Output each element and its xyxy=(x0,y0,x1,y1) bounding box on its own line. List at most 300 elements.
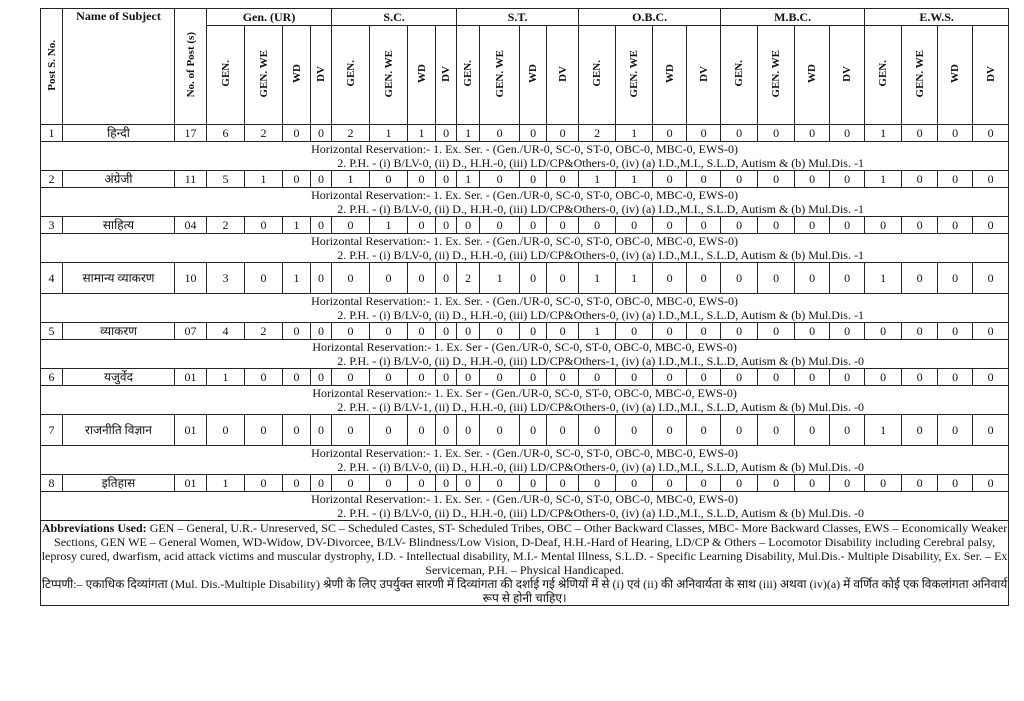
row-value: 0 xyxy=(653,475,687,492)
row-sno: 5 xyxy=(41,323,63,340)
row-value: 1 xyxy=(283,263,311,294)
row-value: 0 xyxy=(795,369,830,386)
row-value: 1 xyxy=(480,263,520,294)
hr-line-1: Horizontal Reservation:- 1. Ex. Ser - (Gen./UR-0, SC-0, ST-0, OBC-0, MBC-0, EWS-0) xyxy=(312,386,737,400)
row-value: 0 xyxy=(283,323,311,340)
header-sub-text: GEN. WE xyxy=(913,49,926,98)
row-value: 1 xyxy=(207,369,245,386)
header-sub-cell xyxy=(579,26,616,125)
row-value: 0 xyxy=(520,475,547,492)
hr-line-2: 2. P.H. - (i) B/LV-0, (ii) D., H.H.-0, (iii) LD/CP&Others-0, (iv) (a) I.D.,M.I., S.L.D, Autism & (b) Mul.Dis. -0 xyxy=(337,506,864,520)
reservation-sheet xyxy=(40,8,1006,606)
row-value: 0 xyxy=(436,125,457,142)
row-value: 0 xyxy=(938,217,973,234)
horizontal-reservation-row xyxy=(41,386,1009,415)
row-value: 0 xyxy=(311,171,332,188)
row-value: 0 xyxy=(370,475,408,492)
row-value: 0 xyxy=(332,323,370,340)
row-value: 2 xyxy=(579,125,616,142)
row-value: 0 xyxy=(408,217,436,234)
row-value: 0 xyxy=(830,263,865,294)
horizontal-reservation xyxy=(41,142,1009,171)
row-value: 1 xyxy=(207,475,245,492)
row-value: 0 xyxy=(687,217,721,234)
row-value: 0 xyxy=(973,263,1009,294)
hr-line-1: Horizontal Reservation:- 1. Ex. Ser. - (Gen./UR-0, SC-0, ST-0, OBC-0, MBC-0, EWS-0) xyxy=(311,234,738,248)
row-value: 0 xyxy=(480,171,520,188)
header-sub-text: WD xyxy=(415,64,428,83)
row-value: 4 xyxy=(207,323,245,340)
row-value: 1 xyxy=(457,125,480,142)
row-value: 1 xyxy=(616,125,653,142)
row-value: 0 xyxy=(520,217,547,234)
hr-line-1: Horizontal Reservation:- 1. Ex. Ser. - (Gen./UR-0, SC-0, ST-0, OBC-0, MBC-0, EWS-0) xyxy=(311,142,738,156)
header-sub-cell xyxy=(520,26,547,125)
hr-line-1: Horizontal Reservation:- 1. Ex. Ser. - (Gen./UR-0, SC-0, ST-0, OBC-0, MBC-0, EWS-0) xyxy=(311,294,738,308)
row-value: 2 xyxy=(245,323,283,340)
row-value: 0 xyxy=(758,217,795,234)
row-value: 0 xyxy=(520,125,547,142)
row-value: 0 xyxy=(758,171,795,188)
table-row xyxy=(41,323,1009,340)
row-value: 1 xyxy=(865,171,902,188)
row-value: 0 xyxy=(480,369,520,386)
header-sub-text: DV xyxy=(697,65,710,82)
row-value: 5 xyxy=(207,171,245,188)
row-value: 0 xyxy=(480,475,520,492)
row-value: 0 xyxy=(830,415,865,446)
row-value: 0 xyxy=(687,171,721,188)
row-value: 1 xyxy=(579,323,616,340)
row-value: 0 xyxy=(687,475,721,492)
row-value: 0 xyxy=(973,369,1009,386)
row-subject: अंग्रेजी xyxy=(63,171,175,188)
row-value: 1 xyxy=(370,217,408,234)
header-sub-text: DV xyxy=(556,65,569,82)
row-value: 0 xyxy=(653,217,687,234)
row-subject: व्याकरण xyxy=(63,323,175,340)
row-value: 0 xyxy=(721,323,758,340)
hr-line-1: Horizontal Reservation:- 1. Ex. Ser. - (Gen./UR-0, SC-0, ST-0, OBC-0, MBC-0, EWS-0) xyxy=(311,446,738,460)
row-value: 0 xyxy=(283,369,311,386)
header-sub-text: DV xyxy=(315,65,328,82)
row-value: 1 xyxy=(865,263,902,294)
hr-line-1: Horizontal Reservation:- 1. Ex. Ser. - (Gen./UR-0, SC-0, ST-0, OBC-0, MBC-0, EWS-0) xyxy=(311,492,738,506)
row-value: 0 xyxy=(795,217,830,234)
header-sub-cell xyxy=(436,26,457,125)
hr-line-2: 2. P.H. - (i) B/LV-0, (ii) D., H.H.-0, (iii) LD/CP&Others-0, (iv) (a) I.D.,M.I., S.L.D, Autism & (b) Mul.Dis. -1 xyxy=(337,202,864,216)
row-value: 1 xyxy=(457,171,480,188)
row-value: 0 xyxy=(579,369,616,386)
row-value: 0 xyxy=(758,125,795,142)
horizontal-reservation xyxy=(41,234,1009,263)
header-sub-cell xyxy=(902,26,938,125)
header-sub-cell xyxy=(721,26,758,125)
header-sub-cell xyxy=(687,26,721,125)
header-sub-text: GEN. WE xyxy=(382,49,395,98)
row-value: 0 xyxy=(865,217,902,234)
row-value: 0 xyxy=(245,475,283,492)
row-value: 0 xyxy=(616,415,653,446)
header-sno-text: Post S. No. xyxy=(45,39,58,91)
row-value: 2 xyxy=(332,125,370,142)
row-posts: 01 xyxy=(175,475,207,492)
row-value: 0 xyxy=(795,323,830,340)
row-value: 0 xyxy=(795,475,830,492)
row-value: 1 xyxy=(408,125,436,142)
row-value: 0 xyxy=(332,475,370,492)
header-sub-text: DV xyxy=(984,65,997,82)
header-sub-text: GEN. xyxy=(219,60,232,87)
header-sub-text: WD xyxy=(290,64,303,83)
header-sub-cell xyxy=(830,26,865,125)
row-value: 3 xyxy=(207,263,245,294)
row-value: 0 xyxy=(436,475,457,492)
row-value: 0 xyxy=(830,125,865,142)
row-value: 0 xyxy=(457,475,480,492)
row-value: 6 xyxy=(207,125,245,142)
table-row xyxy=(41,217,1009,234)
row-value: 0 xyxy=(245,415,283,446)
header-sub-text: GEN. xyxy=(591,60,604,87)
row-value: 0 xyxy=(973,415,1009,446)
row-posts: 10 xyxy=(175,263,207,294)
row-value: 0 xyxy=(311,415,332,446)
horizontal-reservation-row xyxy=(41,492,1009,521)
header-sub-text: GEN. xyxy=(733,60,746,87)
hr-line-2: 2. P.H. - (i) B/LV-0, (ii) D., H.H.-0, (iii) LD/CP&Others-1, (iv) (a) I.D.,M.I., S.L.D, Autism & (b) Mul.Dis. -0 xyxy=(337,354,864,368)
row-value: 0 xyxy=(687,415,721,446)
row-value: 0 xyxy=(520,369,547,386)
row-value: 0 xyxy=(245,263,283,294)
note-text: टिप्पणी:– एकाधिक दिव्यांगता (Mul. Dis.-Multiple Disability) श्रेणी के लिए उपर्युक्त सारणी में दिव्यांगता की दर्शाई गई श्रेणियों में से (i) एवं (ii) की अनिवार्यता के साथ (iii) अथवा (iv)(a) में वर्णित कोई एक विकलांगता अनिवार्य रूप से होनी चाहिए। xyxy=(41,577,1008,605)
abbreviations-text: GEN – General, U.R.- Unreserved, SC – Scheduled Castes, ST- Scheduled Tribes, OBC – Other Backward Classes, MBC- More Backward Classes, EWS – Economically Weaker Sections, GEN WE – General Women, WD-Widow, DV-Divorcee, B/LV- Blindness/Low Vision, D-Deaf, H.H.-Hard of Hearing, LD/CP & Others – Locomotor Disability including Cerebral palsy, leprosy cured, dwarfism, acid attack victims and muscular dystrophy, I.D. - Intellectual disability, M.I.- Mental Illness, S.L.D. - Specific Learning Disability, Mul.Dis.- Multiple Disability, Ex. Ser. – Ex Serviceman, P.H. – Physical Handicaped. xyxy=(41,521,1008,577)
row-value: 0 xyxy=(865,323,902,340)
row-value: 2 xyxy=(245,125,283,142)
row-value: 1 xyxy=(370,125,408,142)
row-posts: 01 xyxy=(175,369,207,386)
row-value: 0 xyxy=(902,323,938,340)
header-sub-cell xyxy=(480,26,520,125)
row-value: 0 xyxy=(547,323,579,340)
header-sub-text: DV xyxy=(841,65,854,82)
table-row xyxy=(41,415,1009,446)
row-value: 0 xyxy=(547,369,579,386)
row-value: 0 xyxy=(973,475,1009,492)
row-value: 0 xyxy=(902,415,938,446)
reservation-table xyxy=(40,8,1009,606)
table-header xyxy=(41,9,1009,125)
header-sub-text: WD xyxy=(663,64,676,83)
table-row xyxy=(41,125,1009,142)
row-value: 0 xyxy=(547,415,579,446)
header-sub-text: WD xyxy=(527,64,540,83)
header-sub-text: GEN. WE xyxy=(628,49,641,98)
row-value: 0 xyxy=(721,217,758,234)
row-value: 0 xyxy=(758,415,795,446)
table-body xyxy=(41,125,1009,606)
row-value: 0 xyxy=(938,369,973,386)
row-value: 0 xyxy=(616,323,653,340)
header-sub-cell xyxy=(283,26,311,125)
row-value: 0 xyxy=(830,171,865,188)
horizontal-reservation xyxy=(41,294,1009,323)
header-sub-text: WD xyxy=(806,64,819,83)
horizontal-reservation xyxy=(41,446,1009,475)
header-sub-text: GEN. xyxy=(344,60,357,87)
row-value: 0 xyxy=(370,369,408,386)
table-row xyxy=(41,171,1009,188)
row-value: 1 xyxy=(616,263,653,294)
row-value: 1 xyxy=(616,171,653,188)
row-value: 0 xyxy=(436,323,457,340)
row-value: 0 xyxy=(283,125,311,142)
row-value: 0 xyxy=(457,323,480,340)
row-value: 0 xyxy=(436,415,457,446)
horizontal-reservation xyxy=(41,340,1009,369)
row-value: 0 xyxy=(408,263,436,294)
hr-line-1: Horizontal Reservation:- 1. Ex. Ser - (Gen./UR-0, SC-0, ST-0, OBC-0, MBC-0, EWS-0) xyxy=(312,340,737,354)
row-value: 0 xyxy=(520,171,547,188)
row-value: 2 xyxy=(207,217,245,234)
row-posts: 11 xyxy=(175,171,207,188)
header-sub-text: GEN. WE xyxy=(770,49,783,98)
row-value: 0 xyxy=(311,263,332,294)
row-value: 0 xyxy=(653,369,687,386)
row-value: 0 xyxy=(283,415,311,446)
row-value: 0 xyxy=(207,415,245,446)
row-value: 0 xyxy=(795,263,830,294)
row-value: 0 xyxy=(865,369,902,386)
header-sub-cell xyxy=(653,26,687,125)
row-posts: 04 xyxy=(175,217,207,234)
row-subject: इतिहास xyxy=(63,475,175,492)
header-sub-text: DV xyxy=(440,65,453,82)
row-value: 0 xyxy=(653,415,687,446)
header-sub-cell xyxy=(865,26,902,125)
row-value: 0 xyxy=(758,263,795,294)
row-value: 0 xyxy=(758,475,795,492)
hr-line-2: 2. P.H. - (i) B/LV-0, (ii) D., H.H.-0, (iii) LD/CP&Others-0, (iv) (a) I.D.,M.I., S.L.D, Autism & (b) Mul.Dis. -0 xyxy=(337,460,864,474)
row-value: 0 xyxy=(653,263,687,294)
row-value: 0 xyxy=(721,475,758,492)
row-value: 0 xyxy=(938,263,973,294)
row-value: 0 xyxy=(311,369,332,386)
header-sub-cell xyxy=(245,26,283,125)
header-group: S.T. xyxy=(457,9,579,26)
row-posts: 07 xyxy=(175,323,207,340)
row-value: 0 xyxy=(687,323,721,340)
row-value: 0 xyxy=(721,125,758,142)
row-value: 0 xyxy=(938,475,973,492)
row-value: 0 xyxy=(653,125,687,142)
horizontal-reservation-row xyxy=(41,340,1009,369)
header-sub-cell xyxy=(973,26,1009,125)
row-value: 0 xyxy=(520,263,547,294)
row-value: 0 xyxy=(332,217,370,234)
row-sno: 2 xyxy=(41,171,63,188)
header-sub-text: GEN. WE xyxy=(257,49,270,98)
row-value: 0 xyxy=(436,171,457,188)
row-posts: 17 xyxy=(175,125,207,142)
row-value: 0 xyxy=(973,171,1009,188)
header-sub-text: WD xyxy=(949,64,962,83)
row-value: 0 xyxy=(721,171,758,188)
row-value: 0 xyxy=(902,125,938,142)
row-posts: 01 xyxy=(175,415,207,446)
row-value: 1 xyxy=(332,171,370,188)
header-posts xyxy=(175,9,207,125)
row-value: 0 xyxy=(311,323,332,340)
row-value: 0 xyxy=(938,125,973,142)
header-group: E.W.S. xyxy=(865,9,1009,26)
header-sub-text: GEN. WE xyxy=(493,49,506,98)
row-value: 0 xyxy=(938,323,973,340)
row-value: 0 xyxy=(480,415,520,446)
row-value: 0 xyxy=(616,369,653,386)
row-value: 0 xyxy=(408,415,436,446)
row-value: 0 xyxy=(653,323,687,340)
row-value: 0 xyxy=(547,217,579,234)
abbreviations-row xyxy=(41,521,1009,606)
hr-line-2: 2. P.H. - (i) B/LV-1, (ii) D., H.H.-0, (iii) LD/CP&Others-0, (iv) (a) I.D.,M.I., S.L.D, Autism & (b) Mul.Dis. -0 xyxy=(337,400,864,414)
row-value: 0 xyxy=(687,263,721,294)
header-posts-text: No. of Post (s) xyxy=(184,32,197,98)
row-subject: हिन्दी xyxy=(63,125,175,142)
row-value: 0 xyxy=(370,263,408,294)
row-value: 0 xyxy=(370,323,408,340)
abbreviations-label: Abbreviations Used: xyxy=(41,521,147,535)
row-sno: 1 xyxy=(41,125,63,142)
row-value: 0 xyxy=(408,475,436,492)
header-sub-cell xyxy=(370,26,408,125)
hr-line-1: Horizontal Reservation:- 1. Ex. Ser. - (Gen./UR-0, SC-0, ST-0, OBC-0, MBC-0, EWS-0) xyxy=(311,188,738,202)
horizontal-reservation-row xyxy=(41,446,1009,475)
header-sub-cell xyxy=(616,26,653,125)
row-value: 0 xyxy=(795,171,830,188)
row-value: 0 xyxy=(436,217,457,234)
row-value: 0 xyxy=(795,125,830,142)
row-value: 0 xyxy=(332,263,370,294)
header-sno xyxy=(41,9,63,125)
row-value: 1 xyxy=(245,171,283,188)
row-value: 0 xyxy=(973,323,1009,340)
row-value: 0 xyxy=(938,415,973,446)
row-value: 0 xyxy=(902,217,938,234)
header-sub-text: GEN. xyxy=(877,60,890,87)
header-row-groups xyxy=(41,9,1009,26)
row-value: 0 xyxy=(457,415,480,446)
horizontal-reservation-row xyxy=(41,234,1009,263)
row-value: 0 xyxy=(480,217,520,234)
row-value: 0 xyxy=(436,369,457,386)
horizontal-reservation xyxy=(41,386,1009,415)
row-sno: 6 xyxy=(41,369,63,386)
row-value: 0 xyxy=(520,415,547,446)
row-value: 0 xyxy=(902,475,938,492)
row-value: 0 xyxy=(245,217,283,234)
row-sno: 3 xyxy=(41,217,63,234)
row-value: 0 xyxy=(721,263,758,294)
row-value: 0 xyxy=(547,171,579,188)
header-sub-cell xyxy=(207,26,245,125)
row-value: 0 xyxy=(370,171,408,188)
row-value: 0 xyxy=(758,323,795,340)
horizontal-reservation-row xyxy=(41,294,1009,323)
row-value: 0 xyxy=(938,171,973,188)
row-value: 0 xyxy=(653,171,687,188)
row-value: 0 xyxy=(902,369,938,386)
row-value: 0 xyxy=(436,263,457,294)
row-subject: राजनीति विज्ञान xyxy=(63,415,175,446)
row-sno: 8 xyxy=(41,475,63,492)
row-value: 0 xyxy=(830,369,865,386)
row-value: 0 xyxy=(902,171,938,188)
row-value: 0 xyxy=(408,171,436,188)
hr-line-2: 2. P.H. - (i) B/LV-0, (ii) D., H.H.-0, (iii) LD/CP&Others-0, (iv) (a) I.D.,M.I., S.L.D, Autism & (b) Mul.Dis. -1 xyxy=(337,308,864,322)
row-value: 0 xyxy=(721,369,758,386)
header-group: Gen. (UR) xyxy=(207,9,332,26)
row-value: 0 xyxy=(311,217,332,234)
row-value: 2 xyxy=(457,263,480,294)
row-value: 0 xyxy=(283,475,311,492)
row-value: 1 xyxy=(865,415,902,446)
row-value: 0 xyxy=(830,323,865,340)
row-value: 0 xyxy=(311,125,332,142)
row-value: 0 xyxy=(902,263,938,294)
header-sub-cell xyxy=(457,26,480,125)
row-subject: सामान्य व्याकरण xyxy=(63,263,175,294)
row-value: 0 xyxy=(973,125,1009,142)
row-value: 0 xyxy=(547,475,579,492)
horizontal-reservation xyxy=(41,492,1009,521)
row-value: 0 xyxy=(687,369,721,386)
row-value: 0 xyxy=(457,369,480,386)
table-row xyxy=(41,263,1009,294)
horizontal-reservation xyxy=(41,188,1009,217)
row-value: 0 xyxy=(830,217,865,234)
row-value: 0 xyxy=(332,415,370,446)
header-sub-cell xyxy=(938,26,973,125)
row-value: 0 xyxy=(283,171,311,188)
row-value: 0 xyxy=(457,217,480,234)
header-sub-cell xyxy=(332,26,370,125)
row-value: 0 xyxy=(579,217,616,234)
row-value: 1 xyxy=(865,125,902,142)
header-sub-text: GEN. xyxy=(462,60,475,87)
row-value: 1 xyxy=(579,263,616,294)
horizontal-reservation-row xyxy=(41,188,1009,217)
hr-line-2: 2. P.H. - (i) B/LV-0, (ii) D., H.H.-0, (iii) LD/CP&Others-0, (iv) (a) I.D.,M.I., S.L.D, Autism & (b) Mul.Dis. -1 xyxy=(337,156,864,170)
row-value: 0 xyxy=(370,415,408,446)
header-sub-cell xyxy=(758,26,795,125)
row-value: 0 xyxy=(973,217,1009,234)
row-value: 0 xyxy=(830,475,865,492)
row-value: 0 xyxy=(795,415,830,446)
row-value: 0 xyxy=(579,415,616,446)
row-value: 0 xyxy=(245,369,283,386)
horizontal-reservation-row xyxy=(41,142,1009,171)
row-value: 0 xyxy=(520,323,547,340)
row-value: 0 xyxy=(616,217,653,234)
hr-line-2: 2. P.H. - (i) B/LV-0, (ii) D., H.H.-0, (iii) LD/CP&Others-0, (iv) (a) I.D.,M.I., S.L.D, Autism & (b) Mul.Dis. -1 xyxy=(337,248,864,262)
row-subject: साहित्य xyxy=(63,217,175,234)
row-value: 0 xyxy=(408,323,436,340)
header-sub-cell xyxy=(311,26,332,125)
row-value: 0 xyxy=(332,369,370,386)
row-value: 0 xyxy=(408,369,436,386)
abbreviations xyxy=(41,521,1009,606)
